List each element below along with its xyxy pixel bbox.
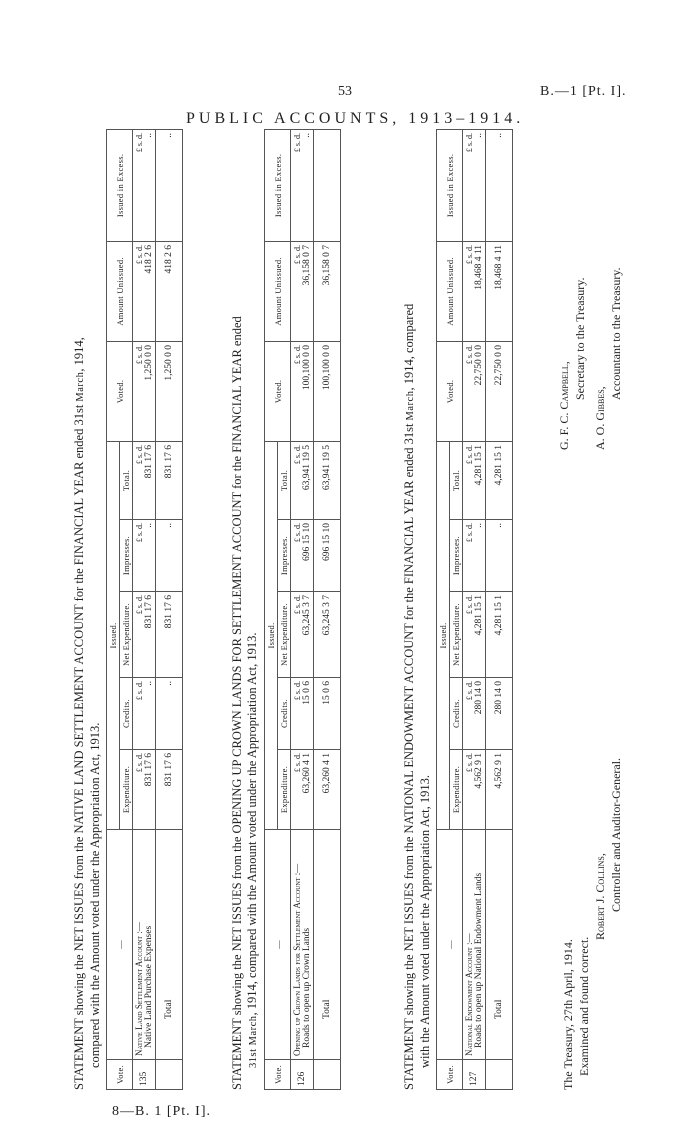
excess: £ s. d. .. [133,129,156,241]
col-excess: Issued in Excess. [107,129,133,241]
statement-3-title: STATEMENT showing the NET ISSUES from the NATIONAL ENDOWMENT ACCOUNT for the FINANCIAL YEAR ended 31st March, 1914, compared with the Amount voted under the Appropriation Act, 1913. [402,303,432,1090]
statement-2-title: STATEMENT showing the NET ISSUES from the OPENING UP CROWN LANDS FOR SETTLEMENT ACCOUNT for the FINANCIAL YEAR ended 31st March, 1914, compared with the Amount voted under the Appropriation Act, 1913. [230,316,259,1090]
col-credits: Credits. [278,678,291,750]
total-voted: 100,100 0 0 [314,341,341,441]
total-expenditure: 63,260 4 1 [314,750,341,830]
credits: £ s. d. 280 14 0 [463,678,486,750]
col-vote: Vote. [437,1060,463,1090]
col-vote: Vote. [265,1060,291,1090]
total-credits: 15 0 6 [314,678,341,750]
auditor-name: Robert J. Collins, [593,853,607,940]
total-unissued: 36,158 0 7 [314,241,341,341]
col-vote: Vote. [107,1060,133,1090]
col-unissued: Amount Unissued. [437,241,463,341]
account-description: National Endowment Account :— Roads to open up National Endowment Lands [463,830,486,1060]
expenditure: £ s. d. 831 17 6 [133,750,156,830]
voted: £ s. d. 22,750 0 0 [463,341,486,441]
col-impresses: Impresses. [278,520,291,592]
total-expenditure: 4,562 9 1 [486,750,513,830]
unissued: £ s. d. 18,468 4 11 [463,241,486,341]
total-expenditure: 831 17 6 [156,750,183,830]
account-description: Native Land Settlement Account :— Native Land Purchase Expenses [133,830,156,1060]
excess: £ s. d. .. [291,129,314,241]
col-total: Total. [120,441,133,519]
secretary-title: Secretary to the Treasury. [573,277,587,400]
col-net-expenditure: Net Expenditure. [450,592,463,678]
expenditure: £ s. d. 63,260 4 1 [291,750,314,830]
total-impresses: .. [486,520,513,592]
credits: £ s. d. 15 0 6 [291,678,314,750]
col-issued: Issued. [107,441,120,829]
total: £ s. d. 4,281 15 1 [463,441,486,519]
account-description: Opening up Crown Lands for Settlement Account :— Roads to open up Crown Lands [291,830,314,1060]
total-row [156,129,183,1089]
total-row [314,129,341,1089]
col-description: — [265,830,291,1060]
statement-1-title: STATEMENT showing the NET ISSUES from the NATIVE LAND SETTLEMENT ACCOUNT for the FINANCIAL YEAR ended 31st March, 1914, compared with the Amount voted under the Appropriation Act, 1913. [72,337,102,1090]
secretary-name: G. F. C. Campbell, [557,361,571,450]
examined-note: Examined and found correct. [577,936,591,1076]
col-impresses: Impresses. [120,520,133,592]
total-unissued: 18,468 4 11 [486,241,513,341]
total-credits: .. [156,678,183,750]
total-voted: 22,750 0 0 [486,341,513,441]
accountant-name: A. O. Gibbes, [593,386,607,450]
document-reference: B.—1 [Pt. I]. [540,84,627,99]
credits: £ s. d. .. [133,678,156,750]
total-total: 63,941 19 5 [314,441,341,519]
total-total: 831 17 6 [156,441,183,519]
col-voted: Voted. [265,341,291,441]
col-total: Total. [278,441,291,519]
page-title: PUBLIC ACCOUNTS, 1913–1914. [186,110,525,127]
impresses: £ s. d. .. [133,520,156,592]
col-description: — [107,830,133,1060]
place-date: The Treasury, 27th April, 1914. [561,939,575,1090]
statement-3-table [436,129,513,1090]
total: £ s. d. 63,941 19 5 [291,441,314,519]
total-net-expenditure: 63,245 3 7 [314,592,341,678]
page-number: 53 [338,84,352,99]
vote-number: 127 [463,1060,486,1090]
total-label: Total [486,830,513,1060]
total-unissued: 418 2 6 [156,241,183,341]
col-expenditure: Expenditure. [450,750,463,830]
col-credits: Credits. [450,678,463,750]
total-excess: .. [156,129,183,241]
col-impresses: Impresses. [450,520,463,592]
statement-2-table [264,129,341,1090]
voted: £ s. d. 1,250 0 0 [133,341,156,441]
total-net-expenditure: 831 17 6 [156,592,183,678]
net-expenditure: £ s. d. 831 17 6 [133,592,156,678]
total-impresses: 696 15 10 [314,520,341,592]
col-excess: Issued in Excess. [437,129,463,241]
total-excess: .. [486,129,513,241]
total-impresses: .. [156,520,183,592]
voted: £ s. d. 100,100 0 0 [291,341,314,441]
col-description: — [437,830,463,1060]
total-label: Total [314,830,341,1060]
total-voted: 1,250 0 0 [156,341,183,441]
col-unissued: Amount Unissued. [107,241,133,341]
net-expenditure: £ s. d. 63,245 3 7 [291,592,314,678]
impresses: £ s. d. 696 15 10 [291,520,314,592]
col-net-expenditure: Net Expenditure. [120,592,133,678]
col-expenditure: Expenditure. [278,750,291,830]
total-label: Total [156,830,183,1060]
table-row [291,129,314,1089]
col-net-expenditure: Net Expenditure. [278,592,291,678]
col-unissued: Amount Unissued. [265,241,291,341]
col-issued: Issued. [265,441,278,829]
excess: £ s. d. .. [463,129,486,241]
total-total: 4,281 15 1 [486,441,513,519]
footer-reference: 8—B. 1 [Pt. I]. [112,1104,211,1119]
impresses: £ s. d. .. [463,520,486,592]
table-row [133,129,156,1089]
total-credits: 280 14 0 [486,678,513,750]
col-voted: Voted. [107,341,133,441]
col-total: Total. [450,441,463,519]
accountant-title: Accountant to the Treasury. [609,267,623,400]
total-net-expenditure: 4,281 15 1 [486,592,513,678]
col-excess: Issued in Excess. [265,129,291,241]
total: £ s. d. 831 17 6 [133,441,156,519]
unissued: £ s. d. 36,158 0 7 [291,241,314,341]
expenditure: £ s. d. 4,562 9 1 [463,750,486,830]
table-row [463,129,486,1089]
vote-number: 126 [291,1060,314,1090]
total-row [486,129,513,1089]
col-issued: Issued. [437,441,450,829]
total-excess [314,129,341,241]
col-credits: Credits. [120,678,133,750]
net-expenditure: £ s. d. 4,281 15 1 [463,592,486,678]
vote-number: 135 [133,1060,156,1090]
rotated-sheet [72,130,632,1090]
statement-1-table [106,129,183,1090]
auditor-title: Controller and Auditor-General. [609,757,623,912]
col-expenditure: Expenditure. [120,750,133,830]
col-voted: Voted. [437,341,463,441]
unissued: £ s. d. 418 2 6 [133,241,156,341]
